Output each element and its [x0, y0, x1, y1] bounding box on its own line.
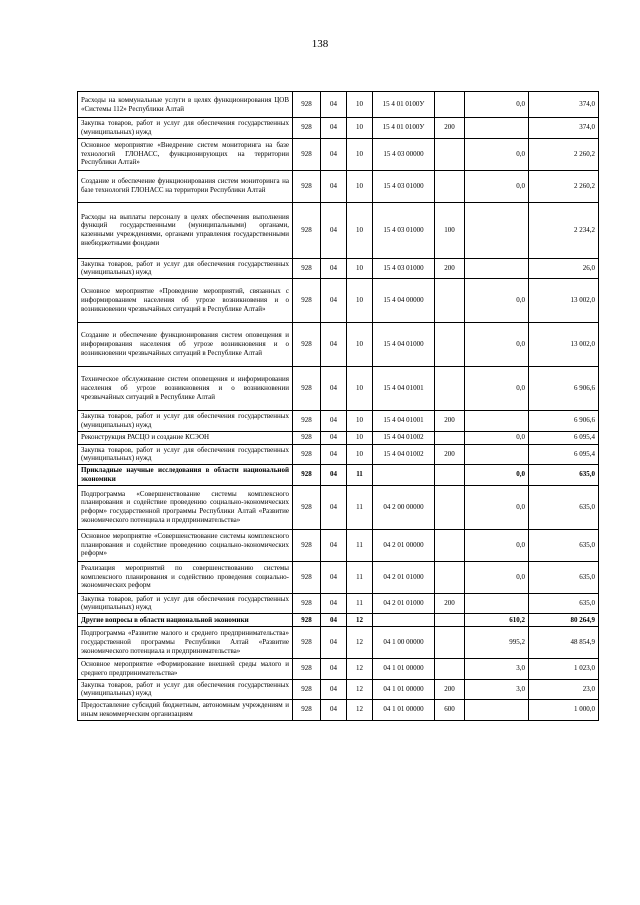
- row-name: Предоставление субсидий бюджетным, автономным учреждениям и иным некоммерческим организациям: [78, 700, 293, 721]
- amount-2: 1 000,0: [529, 700, 599, 721]
- table-row: [78, 279, 599, 323]
- ministry-code: 928: [293, 202, 321, 258]
- section-code: 04: [321, 700, 347, 721]
- table-row: [78, 118, 599, 139]
- target-article: [373, 465, 435, 486]
- ministry-code: 928: [293, 444, 321, 465]
- target-article: 04 1 01 00000: [373, 700, 435, 721]
- budget-table-body: [78, 92, 599, 721]
- budget-table: [77, 91, 599, 721]
- ministry-code: 928: [293, 465, 321, 486]
- table-row: [78, 367, 599, 411]
- expense-type: [435, 529, 465, 561]
- target-article: 15 4 03 00000: [373, 138, 435, 170]
- target-article: 15 4 01 0100У: [373, 118, 435, 139]
- amount-2: 2 260,2: [529, 138, 599, 170]
- amount-1: 0,0: [465, 138, 529, 170]
- target-article: 04 2 01 00000: [373, 529, 435, 561]
- table-row: [78, 202, 599, 258]
- ministry-code: 928: [293, 92, 321, 118]
- ministry-code: 928: [293, 411, 321, 432]
- expense-type: 200: [435, 679, 465, 700]
- target-article: 15 4 04 01001: [373, 367, 435, 411]
- amount-2: 635,0: [529, 465, 599, 486]
- row-name: Подпрограмма «Развитие малого и среднего предпринимательства» государственной программы Республики Алтай «Развитие экономического потенциала и предпринимательства»: [78, 627, 293, 659]
- amount-1: 0,0: [465, 465, 529, 486]
- amount-2: 26,0: [529, 258, 599, 279]
- amount-1: 0,0: [465, 561, 529, 593]
- ministry-code: 928: [293, 627, 321, 659]
- table-row: [78, 627, 599, 659]
- row-name: Закупка товаров, работ и услуг для обеспечения государственных (муниципальных) нужд: [78, 258, 293, 279]
- amount-1: 3,0: [465, 679, 529, 700]
- row-name: Расходы на коммунальные услуги в целях функционирования ЦОВ «Системы 112» Республики Алтай: [78, 92, 293, 118]
- amount-2: 6 095,4: [529, 431, 599, 444]
- expense-type: [435, 431, 465, 444]
- amount-1: 3,0: [465, 659, 529, 680]
- table-row: [78, 444, 599, 465]
- section-code: 04: [321, 367, 347, 411]
- section-code: 04: [321, 279, 347, 323]
- ministry-code: 928: [293, 593, 321, 614]
- row-name: Подпрограмма «Совершенствование системы комплексного планирования и содействие проведению социально-экономических реформ» государственной программы Республики Алтай «Развитие экономического потенциала и предпринимательства»: [78, 485, 293, 529]
- ministry-code: 928: [293, 485, 321, 529]
- subsection-code: 12: [347, 700, 373, 721]
- ministry-code: 928: [293, 323, 321, 367]
- expense-type: 600: [435, 700, 465, 721]
- target-article: 04 1 01 00000: [373, 659, 435, 680]
- target-article: 04 2 01 01000: [373, 561, 435, 593]
- amount-2: 6 906,6: [529, 411, 599, 432]
- row-name: Закупка товаров, работ и услуг для обеспечения государственных (муниципальных) нужд: [78, 444, 293, 465]
- subsection-code: 10: [347, 258, 373, 279]
- amount-1: 0,0: [465, 323, 529, 367]
- expense-type: 200: [435, 258, 465, 279]
- amount-1: 0,0: [465, 92, 529, 118]
- row-name: Реконструкция РАСЦО и создание КСЭОН: [78, 431, 293, 444]
- expense-type: [435, 279, 465, 323]
- subsection-code: 10: [347, 367, 373, 411]
- subsection-code: 11: [347, 485, 373, 529]
- amount-1: [465, 411, 529, 432]
- section-code: 04: [321, 202, 347, 258]
- target-article: 15 4 03 01000: [373, 258, 435, 279]
- amount-2: 635,0: [529, 593, 599, 614]
- row-name: Основное мероприятие «Формирование внешней среды малого и среднего предпринимательства»: [78, 659, 293, 680]
- ministry-code: 928: [293, 679, 321, 700]
- row-name: Реализация мероприятий по совершенствованию системы комплексного планирования и содействию проведения социально-экономических реформ: [78, 561, 293, 593]
- expense-type: [435, 465, 465, 486]
- expense-type: [435, 138, 465, 170]
- section-code: 04: [321, 679, 347, 700]
- amount-1: 0,0: [465, 485, 529, 529]
- target-article: 15 4 04 01002: [373, 431, 435, 444]
- amount-2: 635,0: [529, 485, 599, 529]
- amount-1: [465, 444, 529, 465]
- section-code: 04: [321, 465, 347, 486]
- table-row: [78, 431, 599, 444]
- page-number: 138: [311, 38, 329, 50]
- amount-2: 2 260,2: [529, 170, 599, 202]
- table-row: [78, 465, 599, 486]
- expense-type: [435, 659, 465, 680]
- table-row: [78, 700, 599, 721]
- amount-2: 23,0: [529, 679, 599, 700]
- subsection-code: 10: [347, 92, 373, 118]
- ministry-code: 928: [293, 258, 321, 279]
- row-name: Основное мероприятие «Проведение мероприятий, связанных с информированием населения об угрозе возникновения и о возникновении чрезвычайных ситуаций в Республике Алтай»: [78, 279, 293, 323]
- subsection-code: 10: [347, 411, 373, 432]
- target-article: 15 4 03 01000: [373, 170, 435, 202]
- target-article: 04 2 00 00000: [373, 485, 435, 529]
- subsection-code: 11: [347, 465, 373, 486]
- expense-type: 200: [435, 444, 465, 465]
- table-row: [78, 323, 599, 367]
- amount-2: 374,0: [529, 118, 599, 139]
- section-code: 04: [321, 258, 347, 279]
- ministry-code: 928: [293, 614, 321, 627]
- amount-1: 0,0: [465, 367, 529, 411]
- section-code: 04: [321, 92, 347, 118]
- amount-1: [465, 593, 529, 614]
- amount-1: [465, 118, 529, 139]
- amount-2: 13 002,0: [529, 279, 599, 323]
- amount-2: 635,0: [529, 561, 599, 593]
- amount-1: 0,0: [465, 431, 529, 444]
- row-name: Закупка товаров, работ и услуг для обеспечения государственных (муниципальных) нужд: [78, 118, 293, 139]
- subsection-code: 10: [347, 279, 373, 323]
- subsection-code: 10: [347, 323, 373, 367]
- table-row: [78, 679, 599, 700]
- amount-1: [465, 258, 529, 279]
- ministry-code: 928: [293, 170, 321, 202]
- subsection-code: 12: [347, 627, 373, 659]
- amount-1: [465, 700, 529, 721]
- row-name: Расходы на выплаты персоналу в целях обеспечения выполнения функций государственными (муниципальными) органами, казенными учреждениями, органами управления государственными внебюджетными фондами: [78, 202, 293, 258]
- amount-2: 6 095,4: [529, 444, 599, 465]
- table-row: [78, 529, 599, 561]
- subsection-code: 11: [347, 561, 373, 593]
- amount-1: [465, 202, 529, 258]
- section-code: 04: [321, 444, 347, 465]
- amount-2: 13 002,0: [529, 323, 599, 367]
- amount-1: 0,0: [465, 279, 529, 323]
- amount-2: 80 264,9: [529, 614, 599, 627]
- section-code: 04: [321, 485, 347, 529]
- table-row: [78, 593, 599, 614]
- expense-type: [435, 627, 465, 659]
- ministry-code: 928: [293, 279, 321, 323]
- expense-type: [435, 170, 465, 202]
- row-name: Прикладные научные исследования в области национальной экономики: [78, 465, 293, 486]
- amount-2: 48 854,9: [529, 627, 599, 659]
- ministry-code: 928: [293, 700, 321, 721]
- expense-type: [435, 92, 465, 118]
- target-article: 04 1 01 00000: [373, 679, 435, 700]
- target-article: 15 4 01 0100У: [373, 92, 435, 118]
- expense-type: [435, 485, 465, 529]
- expense-type: 200: [435, 118, 465, 139]
- table-row: [78, 614, 599, 627]
- table-row: [78, 92, 599, 118]
- subsection-code: 10: [347, 118, 373, 139]
- target-article: 15 4 04 01002: [373, 444, 435, 465]
- target-article: 15 4 04 00000: [373, 279, 435, 323]
- subsection-code: 10: [347, 202, 373, 258]
- amount-2: 6 906,6: [529, 367, 599, 411]
- table-row: [78, 485, 599, 529]
- ministry-code: 928: [293, 561, 321, 593]
- row-name: Другие вопросы в области национальной экономики: [78, 614, 293, 627]
- section-code: 04: [321, 411, 347, 432]
- expense-type: 100: [435, 202, 465, 258]
- section-code: 04: [321, 561, 347, 593]
- amount-2: 374,0: [529, 92, 599, 118]
- row-name: Основное мероприятие «Внедрение систем мониторинга на базе технологий ГЛОНАСС, функционирующих на территории Республики Алтай»: [78, 138, 293, 170]
- subsection-code: 12: [347, 614, 373, 627]
- expense-type: 200: [435, 411, 465, 432]
- expense-type: [435, 367, 465, 411]
- subsection-code: 11: [347, 529, 373, 561]
- ministry-code: 928: [293, 529, 321, 561]
- ministry-code: 928: [293, 431, 321, 444]
- target-article: [373, 614, 435, 627]
- row-name: Создание и обеспечение функционирования систем оповещения и информирования населения об угрозе возникновения и о возникновении чрезвычайных ситуаций в Республике Алтай: [78, 323, 293, 367]
- section-code: 04: [321, 323, 347, 367]
- subsection-code: 10: [347, 431, 373, 444]
- row-name: Создание и обеспечение функционирования систем мониторинга на базе технологий ГЛОНАСС на территории Республики Алтай: [78, 170, 293, 202]
- subsection-code: 12: [347, 659, 373, 680]
- section-code: 04: [321, 614, 347, 627]
- ministry-code: 928: [293, 118, 321, 139]
- amount-1: 610,2: [465, 614, 529, 627]
- section-code: 04: [321, 659, 347, 680]
- table-row: [78, 138, 599, 170]
- ministry-code: 928: [293, 367, 321, 411]
- amount-2: 2 234,2: [529, 202, 599, 258]
- row-name: Закупка товаров, работ и услуг для обеспечения государственных (муниципальных) нужд: [78, 593, 293, 614]
- amount-2: 1 023,0: [529, 659, 599, 680]
- target-article: 15 4 04 01001: [373, 411, 435, 432]
- table-row: [78, 411, 599, 432]
- row-name: Закупка товаров, работ и услуг для обеспечения государственных (муниципальных) нужд: [78, 411, 293, 432]
- amount-2: 635,0: [529, 529, 599, 561]
- table-row: [78, 258, 599, 279]
- section-code: 04: [321, 529, 347, 561]
- target-article: 04 2 01 01000: [373, 593, 435, 614]
- row-name: Закупка товаров, работ и услуг для обеспечения государственных (муниципальных) нужд: [78, 679, 293, 700]
- amount-1: 0,0: [465, 529, 529, 561]
- amount-1: 995,2: [465, 627, 529, 659]
- ministry-code: 928: [293, 659, 321, 680]
- amount-1: 0,0: [465, 170, 529, 202]
- section-code: 04: [321, 593, 347, 614]
- section-code: 04: [321, 431, 347, 444]
- expense-type: 200: [435, 593, 465, 614]
- subsection-code: 10: [347, 444, 373, 465]
- target-article: 15 4 03 01000: [373, 202, 435, 258]
- subsection-code: 11: [347, 593, 373, 614]
- table-row: [78, 170, 599, 202]
- section-code: 04: [321, 138, 347, 170]
- section-code: 04: [321, 627, 347, 659]
- section-code: 04: [321, 118, 347, 139]
- subsection-code: 10: [347, 170, 373, 202]
- target-article: 04 1 00 00000: [373, 627, 435, 659]
- subsection-code: 12: [347, 679, 373, 700]
- table-row: [78, 561, 599, 593]
- row-name: Техническое обслуживание систем оповещения и информирования населения об угрозе возникновения и о возникновении чрезвычайных ситуаций в Республике Алтай: [78, 367, 293, 411]
- expense-type: [435, 323, 465, 367]
- expense-type: [435, 561, 465, 593]
- target-article: 15 4 04 01000: [373, 323, 435, 367]
- expense-type: [435, 614, 465, 627]
- ministry-code: 928: [293, 138, 321, 170]
- row-name: Основное мероприятие «Совершенствование системы комплексного планирования и содействие проведению социально-экономических реформ»: [78, 529, 293, 561]
- subsection-code: 10: [347, 138, 373, 170]
- section-code: 04: [321, 170, 347, 202]
- table-row: [78, 659, 599, 680]
